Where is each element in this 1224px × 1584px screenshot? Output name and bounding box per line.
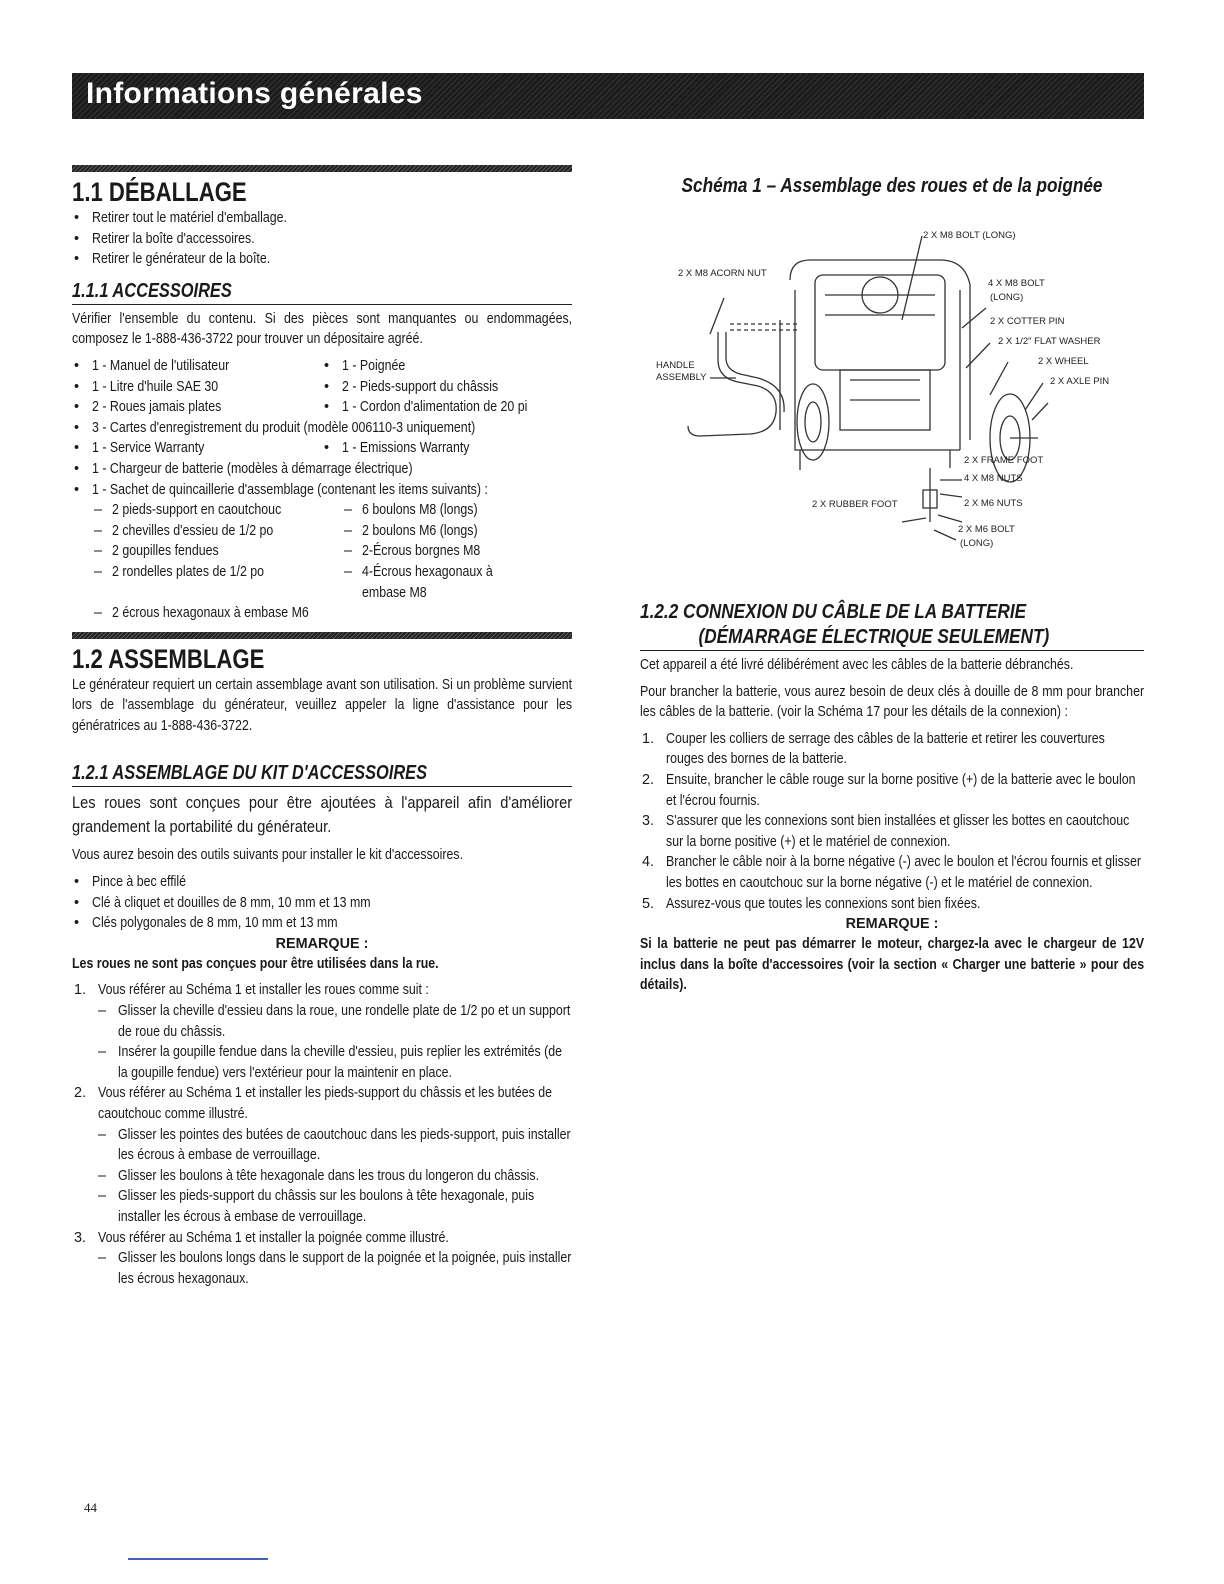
accessory-row: [72, 356, 572, 377]
remark-label: REMARQUE :: [845, 916, 939, 933]
substep-item: – Glisser les boulons longs dans le support de la poignée et la poignée, puis installer les écrous hexagonaux.: [72, 1248, 572, 1289]
label-assembly: ASSEMBLY: [656, 372, 707, 383]
remark-label: REMARQUE :: [275, 935, 369, 952]
label-m8-bolt: 4 X M8 BOLT: [988, 278, 1045, 289]
kit-item: – 2 goupilles fendues: [72, 541, 322, 562]
list-item: • 1 - Sachet de quincaillerie d'assemblage (contenant les items suivants) :: [72, 480, 572, 501]
substep-item: – Glisser la cheville d'essieu dans la roue, une rondelle plate de 1/2 po et un support de roue du châssis.: [72, 1001, 572, 1042]
step-item: 1. Couper les colliers de serrage des câbles de la batterie et retirer les couvertures rouges des bornes de la batterie.: [642, 730, 1105, 768]
section-title-1-1: 1.1 DÉBALLAGE: [72, 177, 247, 207]
list-item: • 1 - Chargeur de batterie (modèles à démarrage électrique): [72, 459, 572, 480]
section-rule: [72, 165, 572, 172]
label-m8-bolt-long-2: (LONG): [990, 292, 1024, 303]
label-axle-pin: 2 X AXLE PIN: [1050, 376, 1110, 387]
list-item: • Retirer le générateur de la boîte.: [72, 249, 572, 270]
list-item: • 3 - Cartes d'enregistrement du produit (modèle 006110-3 uniquement): [72, 418, 572, 439]
list-item: • 1 - Service Warranty: [92, 440, 205, 457]
kit-item: – 2 boulons M6 (longs): [322, 521, 572, 542]
label-m6-bolt: 2 X M6 BOLT: [958, 524, 1015, 535]
paragraph: Vous aurez besoin des outils suivants pour installer le kit d'accessoires.: [72, 847, 464, 864]
accessory-row: [72, 377, 572, 398]
step-item: 5. Assurez-vous que toutes les connexions sont bien fixées.: [642, 895, 981, 912]
list-item: • 2 - Pieds-support du châssis: [342, 378, 499, 395]
subsection-heading-1-2-2: [640, 600, 1144, 651]
subsection-title-line-2: (DÉMARRAGE ÉLECTRIQUE SEULEMENT): [698, 626, 1050, 648]
kit-item: – 2 écrous hexagonaux à embase M6: [72, 603, 572, 624]
assembly-figure: [640, 200, 1144, 570]
accessory-row: [72, 438, 572, 459]
substep-item: – Glisser les pointes des butées de caoutchouc dans les pieds-support, puis installer les écrous à embase de verrouillage.: [72, 1125, 572, 1166]
list-item: • Retirer la boîte d'accessoires.: [72, 229, 572, 250]
step-item: 4. Brancher le câble noir à la borne négative (-) avec le boulon et l'écrou fournis et glisser les bottes en caoutchouc sur la borne négative (-) et le matériel de connexion.: [642, 854, 1141, 891]
step-item: 3. Vous référer au Schéma 1 et installer la poignée comme illustré.: [74, 1229, 449, 1246]
remark-text: Les roues ne sont pas conçues pour être utilisées dans la rue.: [72, 955, 439, 972]
label-rubber-foot: 2 X RUBBER FOOT: [812, 499, 898, 510]
subsection-heading: [72, 760, 572, 787]
paragraph: Le générateur requiert un certain assemblage avant son utilisation. Si un problème survient lors de l'assemblage du générateur, veuillez appeler la ligne d'assistance pour les génératrices au 1-888-436-3722.: [72, 676, 573, 734]
label-acorn-nut: 2 X M8 ACORN NUT: [678, 268, 767, 279]
section-title-1-2: 1.2 ASSEMBLAGE: [72, 643, 265, 674]
kit-item: – 2 rondelles plates de 1/2 po: [72, 562, 322, 583]
list-item: • 1 - Poignée: [342, 357, 406, 374]
banner-title: Informations générales: [86, 77, 423, 110]
label-frame-foot: 2 X FRAME FOOT: [964, 455, 1044, 466]
label-cotter-pin: 2 X COTTER PIN: [990, 316, 1065, 327]
step-item: 2. Vous référer au Schéma 1 et installer les pieds-support du châssis et les butées de caoutchouc comme illustré.: [74, 1085, 553, 1122]
substep-item: – Glisser les pieds-support du châssis sur les boulons à tête hexagonale, puis installer les écrous à embase de verrouillage.: [72, 1186, 572, 1227]
intro-paragraph: Les roues sont conçues pour être ajoutées à l'appareil afin d'améliorer grandement la portabilité du générateur.: [72, 793, 573, 837]
step-item: 3. S'assurer que les connexions sont bien installées et glisser les bottes en caoutchouc sur la borne positive (+) et le matériel de connexion.: [642, 813, 1130, 850]
subsection-title-line-1: 1.2.2 CONNEXION DU CÂBLE DE LA BATTERIE: [640, 601, 1027, 623]
label-m6-nuts: 2 X M6 NUTS: [964, 498, 1023, 509]
section-rule: [72, 632, 572, 639]
kit-item: – 2-Écrous borgnes M8: [322, 541, 572, 562]
paragraph: Cet appareil a été livré délibérément avec les câbles de la batterie débranchés.: [640, 657, 1074, 673]
kit-item: – 6 boulons M8 (longs): [322, 500, 572, 521]
kit-item: – 2 chevilles d'essieu de 1/2 po: [72, 521, 322, 542]
hardware-kit: [72, 500, 572, 603]
section-banner: [72, 73, 1144, 119]
paragraph: Pour brancher la batterie, vous aurez besoin de deux clés à douille de 8 mm pour brancher les câbles de la batterie. (voir la Schéma 17 pour les détails de la connexion) :: [640, 683, 1145, 721]
remark-text: Si la batterie ne peut pas démarrer le moteur, chargez-la avec le chargeur de 12V inclus dans la boîte d'accessoires (voir la section « Charger une batterie » pour des détails).: [640, 936, 1145, 994]
list-item: • 2 - Roues jamais plates: [92, 399, 222, 416]
list-item: • 1 - Cordon d'alimentation de 20 pi: [342, 399, 528, 416]
tool-item: • Clé à cliquet et douilles de 8 mm, 10 mm et 13 mm: [72, 893, 572, 914]
label-m8-nuts: 4 X M8 NUTS: [964, 473, 1023, 484]
figure-title: Schéma 1 – Assemblage des roues et de la poignée: [681, 175, 1103, 197]
tool-item: • Pince à bec effilé: [72, 872, 572, 893]
label-m6-bolt-long: (LONG): [960, 538, 994, 549]
footer-line: [128, 1558, 268, 1560]
step-item: 2. Ensuite, brancher le câble rouge sur la borne positive (+) de la batterie avec le boulon et l'écrou fournis.: [642, 771, 1136, 809]
label-m8-bolt-long: 2 X M8 BOLT (LONG): [923, 230, 1016, 241]
paragraph: Vérifier l'ensemble du contenu. Si des pièces sont manquantes ou endommagées, composez le 1-888-436-3722 pour trouver un dépositaire agréé.: [72, 310, 573, 348]
list-item: • 1 - Emissions Warranty: [342, 440, 470, 457]
list-item: • 1 - Litre d'huile SAE 30: [92, 378, 219, 395]
kit-item: – 2 pieds-support en caoutchouc: [72, 500, 322, 521]
left-column: [72, 165, 572, 1289]
label-wheel: 2 X WHEEL: [1038, 356, 1089, 367]
tool-item: • Clés polygonales de 8 mm, 10 mm et 13 mm: [72, 913, 572, 934]
page-number: 44: [84, 1500, 97, 1515]
subsection-heading: [72, 278, 572, 305]
subsection-title-1-1-1: 1.1.1 ACCESSOIRES: [72, 279, 232, 302]
label-flat-washer: 2 X 1/2" FLAT WASHER: [998, 336, 1101, 347]
substep-item: – Insérer la goupille fendue dans la cheville d'essieu, puis replier les extrémités (de la goupille fendue) vers l'extérieur pour la maintenir en place.: [72, 1042, 572, 1083]
step-item: 1. Vous référer au Schéma 1 et installer les roues comme suit :: [74, 982, 429, 999]
right-column: [640, 172, 1144, 996]
kit-item: – 4-Écrous hexagonaux à embase M8: [322, 562, 532, 603]
list-item: • Retirer tout le matériel d'emballage.: [72, 208, 572, 229]
accessory-row: [72, 397, 572, 418]
subsection-title-1-2-1: 1.2.1 ASSEMBLAGE DU KIT D'ACCESSOIRES: [72, 762, 428, 785]
list-item: • 1 - Manuel de l'utilisateur: [92, 357, 230, 374]
label-handle: HANDLE: [656, 360, 695, 371]
substep-item: – Glisser les boulons à tête hexagonale dans les trous du longeron du châssis.: [72, 1166, 572, 1187]
